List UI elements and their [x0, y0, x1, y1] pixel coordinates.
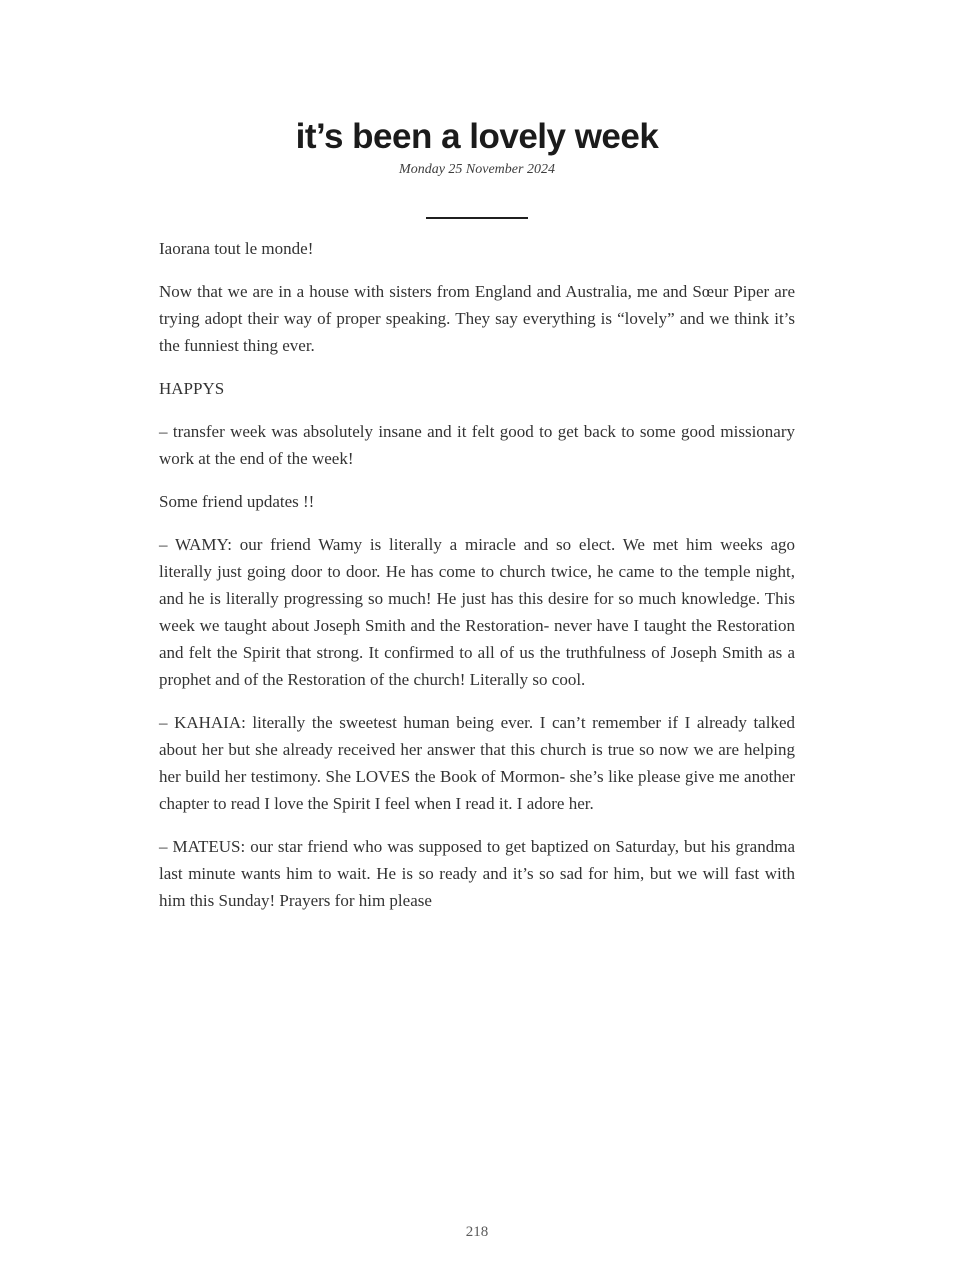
- paragraph: HAPPYS: [159, 378, 225, 398]
- paragraph: Some friend updates !!: [159, 491, 315, 511]
- paragraph: Now that we are in a house with sisters from England and Australia, me and Sœur Piper are trying adopt their way of proper speaking. They say everything is “lovely” and we think it’s the funniest thing ever.: [159, 281, 795, 355]
- page-date: Monday 25 November 2024: [399, 161, 555, 177]
- paragraph: – WAMY: our friend Wamy is literally a miracle and so elect. We met him weeks ago literally just going door to door. He has come to church twice, he came to the temple night, and he is literally progressing so much! He just has this desire for so much knowledge. This week we taught about Joseph Smith and the Restoration- never have I taught the Restoration and felt the Spirit that strong. It confirmed to all of us the truthfulness of Joseph Smith as a prophet and of the Restoration of the church! Literally so cool.: [159, 534, 795, 689]
- paragraph: – MATEUS: our star friend who was supposed to get baptized on Saturday, but his grandma last minute wants him to wait. He is so ready and it’s so sad for him, but we will fast with him this Sunday! Prayers for him please: [159, 836, 795, 910]
- section-divider: [426, 217, 528, 219]
- paragraph: – KAHAIA: literally the sweetest human being ever. I can’t remember if I already talked about her but she already received her answer that this church is true so now we are helping her build her testimony. She LOVES the Book of Mormon- she’s like please give me another chapter to read I love the Spirit I feel when I read it. I adore her.: [159, 712, 795, 813]
- page-number: 218: [465, 1224, 489, 1240]
- paragraph: Iaorana tout le monde!: [159, 238, 314, 258]
- body-paragraphs: [159, 235, 795, 914]
- page-title: it’s been a lovely week: [295, 117, 659, 156]
- paragraph: – transfer week was absolutely insane and it felt good to get back to some good missionary work at the end of the week!: [159, 421, 795, 468]
